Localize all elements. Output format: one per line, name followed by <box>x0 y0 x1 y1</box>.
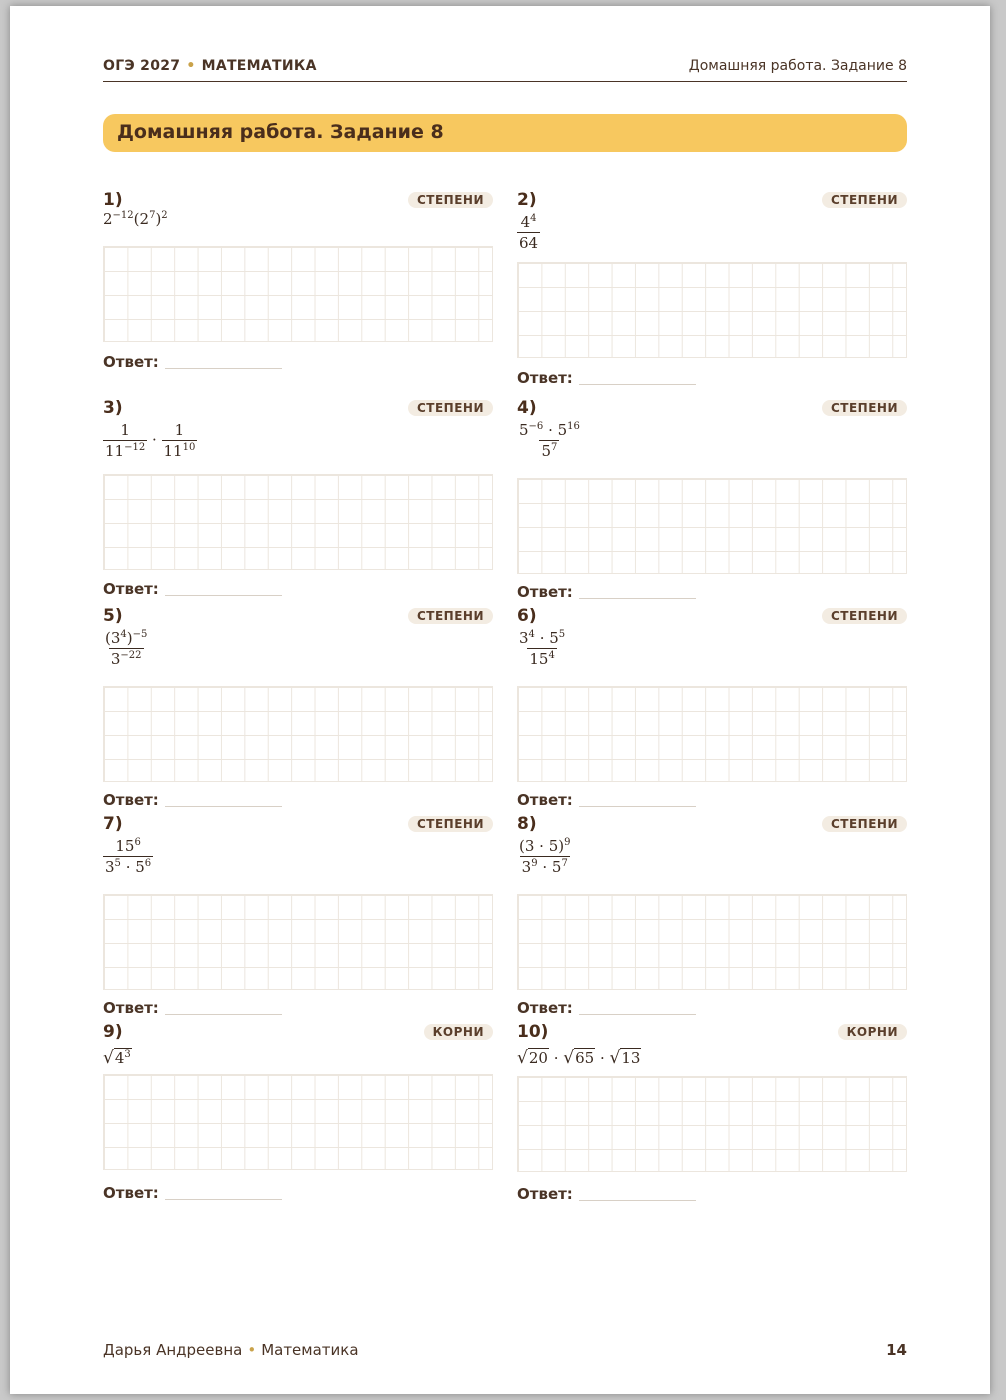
answer-row <box>517 1185 696 1203</box>
task-expression: $\frac{(3^4)^{-5}}{3^{-22}}$ <box>105 629 148 668</box>
answer-row <box>517 583 696 601</box>
answer-line[interactable] <box>579 1200 696 1201</box>
topic-badge: КОРНИ <box>424 1024 493 1040</box>
page-title: Домашняя работа. Задание 8 <box>103 114 907 152</box>
answer-row <box>517 999 696 1017</box>
worksheet-page <box>10 6 990 1394</box>
work-grid[interactable] <box>517 262 907 358</box>
header-title: Домашняя работа. Задание 8 <box>688 58 907 74</box>
page-header <box>103 58 907 82</box>
answer-label: Ответ: <box>517 583 573 601</box>
work-grid[interactable] <box>103 474 493 570</box>
work-grid[interactable] <box>517 686 907 782</box>
answer-row <box>103 580 282 598</box>
answer-label: Ответ: <box>103 791 159 809</box>
task-expression: $\frac{3^4 \cdot 5^5}{15^4}$ <box>519 629 566 668</box>
answer-row <box>517 791 696 809</box>
footer-author: Дарья Андреевна <box>103 1341 243 1359</box>
answer-line[interactable] <box>579 806 696 807</box>
exam-name: ОГЭ 2027 <box>103 58 181 74</box>
separator-dot-icon: • <box>247 1341 257 1359</box>
answer-row <box>517 369 696 387</box>
topic-badge: СТЕПЕНИ <box>408 400 493 416</box>
answer-line[interactable] <box>579 1014 696 1015</box>
work-grid[interactable] <box>103 894 493 990</box>
topic-badge: СТЕПЕНИ <box>408 608 493 624</box>
topic-badge: КОРНИ <box>838 1024 907 1040</box>
footer-subject: Математика <box>261 1341 359 1359</box>
task-number: 3) <box>103 398 123 418</box>
task-expression: √20 · √65 · √13 <box>517 1048 641 1068</box>
topic-badge: СТЕПЕНИ <box>408 816 493 832</box>
subject-name: МАТЕМАТИКА <box>201 58 317 74</box>
task-number: 2) <box>517 190 537 210</box>
work-grid[interactable] <box>103 686 493 782</box>
answer-line[interactable] <box>165 806 282 807</box>
task-expression: $√4^3$ <box>103 1048 131 1068</box>
answer-row <box>103 999 282 1017</box>
answer-label: Ответ: <box>517 1185 573 1203</box>
answer-label: Ответ: <box>103 353 159 371</box>
task-number: 9) <box>103 1022 123 1042</box>
topic-badge: СТЕПЕНИ <box>408 192 493 208</box>
topic-badge: СТЕПЕНИ <box>822 400 907 416</box>
task-number: 8) <box>517 814 537 834</box>
page-number: 14 <box>886 1341 907 1359</box>
work-grid[interactable] <box>103 246 493 342</box>
answer-line[interactable] <box>165 1199 282 1200</box>
page-footer <box>103 1341 907 1359</box>
task-expression: $\frac{(3 \cdot 5)^9}{3^9 \cdot 5^7}$ <box>519 837 571 876</box>
answer-line[interactable] <box>579 598 696 599</box>
topic-badge: СТЕПЕНИ <box>822 192 907 208</box>
task-number: 6) <box>517 606 537 626</box>
answer-label: Ответ: <box>517 791 573 809</box>
answer-label: Ответ: <box>103 999 159 1017</box>
answer-line[interactable] <box>165 1014 282 1015</box>
task-number: 1) <box>103 190 123 210</box>
answer-label: Ответ: <box>517 369 573 387</box>
answer-label: Ответ: <box>103 580 159 598</box>
separator-dot-icon: • <box>186 58 196 74</box>
answer-line[interactable] <box>579 384 696 385</box>
answer-row <box>103 1184 282 1202</box>
answer-row <box>103 353 282 371</box>
task-expression: $2^{-12}(2^7)^2$ <box>103 210 168 228</box>
topic-badge: СТЕПЕНИ <box>822 816 907 832</box>
task-number: 5) <box>103 606 123 626</box>
task-number: 10) <box>517 1022 549 1042</box>
work-grid[interactable] <box>517 478 907 574</box>
answer-row <box>103 791 282 809</box>
work-grid[interactable] <box>103 1074 493 1170</box>
answer-label: Ответ: <box>517 999 573 1017</box>
task-number: 4) <box>517 398 537 418</box>
task-expression: $\frac{4^4}{64}$ <box>519 213 539 252</box>
answer-label: Ответ: <box>103 1184 159 1202</box>
task-expression: $\frac{1}{11^{-12}}$ · $\frac{1}{11^{10}}$ <box>105 421 196 460</box>
task-expression: $\frac{15^6}{3^5 \cdot 5^6}$ <box>105 837 152 876</box>
task-expression: $\frac{5^{-6} \cdot 5^{16}}{5^7}$ <box>519 421 580 460</box>
task-number: 7) <box>103 814 123 834</box>
answer-line[interactable] <box>165 595 282 596</box>
topic-badge: СТЕПЕНИ <box>822 608 907 624</box>
work-grid[interactable] <box>517 1076 907 1172</box>
work-grid[interactable] <box>517 894 907 990</box>
answer-line[interactable] <box>165 368 282 369</box>
